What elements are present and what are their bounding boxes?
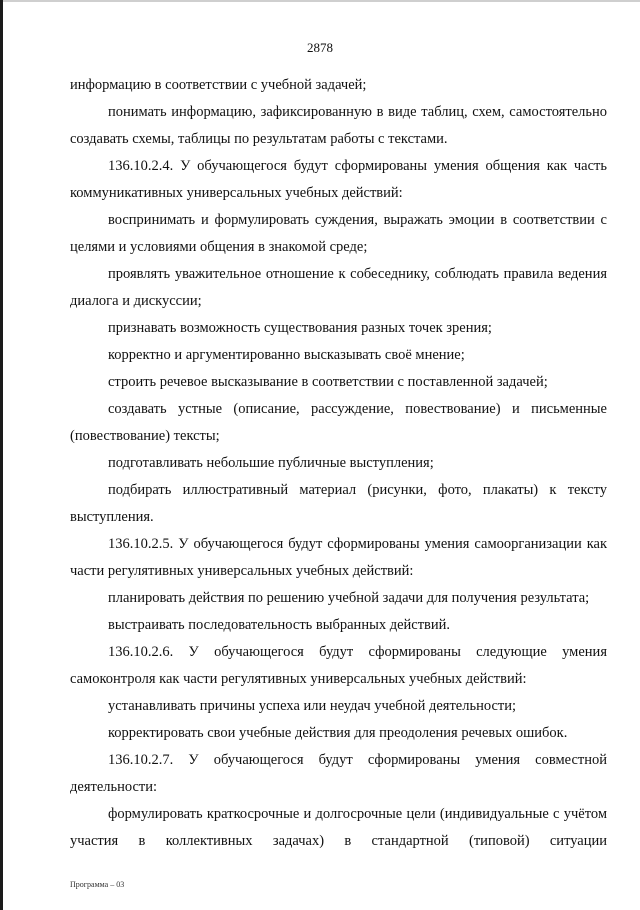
paragraph: проявлять уважительное отношение к собеседнику, соблюдать правила ведения диалога и дискуссии; [70,266,607,309]
paragraph: понимать информацию, зафиксированную в виде таблиц, схем, самостоятельно создавать схемы, таблицы по результатам работы с текстами. [70,104,607,147]
page-number: 2878 [307,40,333,55]
paragraph: воспринимать и формулировать суждения, выражать эмоции в соответствии с целями и условиями общения в знакомой среде; [70,212,607,255]
paragraph: строить речевое высказывание в соответствии с поставленной задачей; [108,374,548,390]
paragraph: корректно и аргументированно высказывать своё мнение; [108,347,465,363]
paragraph: подбирать иллюстративный материал (рисунки, фото, плакаты) к тексту выступления. [70,482,607,525]
paragraph: подготавливать небольшие публичные выступления; [108,455,434,471]
footer-program-label: Программа – 03 [70,880,125,889]
scan-left-edge [0,0,3,910]
paragraph: устанавливать причины успеха или неудач учебной деятельности; [108,698,517,714]
section-heading-136-10-2-6: 136.10.2.6. У обучающегося будут сформированы следующие умения самоконтроля как части регулятивных универсальных учебных действий: [70,644,607,687]
paragraph: информацию в соответствии с учебной задачей; [70,77,367,93]
body-text [70,72,607,855]
section-heading-136-10-2-5: 136.10.2.5. У обучающегося будут сформированы умения самоорганизации как части регулятивных универсальных учебных действий: [70,536,607,579]
paragraph: создавать устные (описание, рассуждение, повествование) и письменные (повествование) тексты; [70,401,607,444]
paragraph: признавать возможность существования разных точек зрения; [108,320,492,336]
scan-top-edge [0,0,640,2]
paragraph: планировать действия по решению учебной задачи для получения результата; [108,590,590,606]
paragraph: формулировать краткосрочные и долгосрочные цели (индивидуальные с учётом участия в коллективных задачах) в стандартной (типовой) ситуации [70,806,607,849]
paragraph: выстраивать последовательность выбранных действий. [108,617,451,633]
paragraph: корректировать свои учебные действия для преодоления речевых ошибок. [108,725,568,741]
section-heading-136-10-2-7: 136.10.2.7. У обучающегося будут сформированы умения совместной деятельности: [70,752,607,795]
section-heading-136-10-2-4: 136.10.2.4. У обучающегося будут сформированы умения общения как часть коммуникативных универсальных учебных действий: [70,158,607,201]
